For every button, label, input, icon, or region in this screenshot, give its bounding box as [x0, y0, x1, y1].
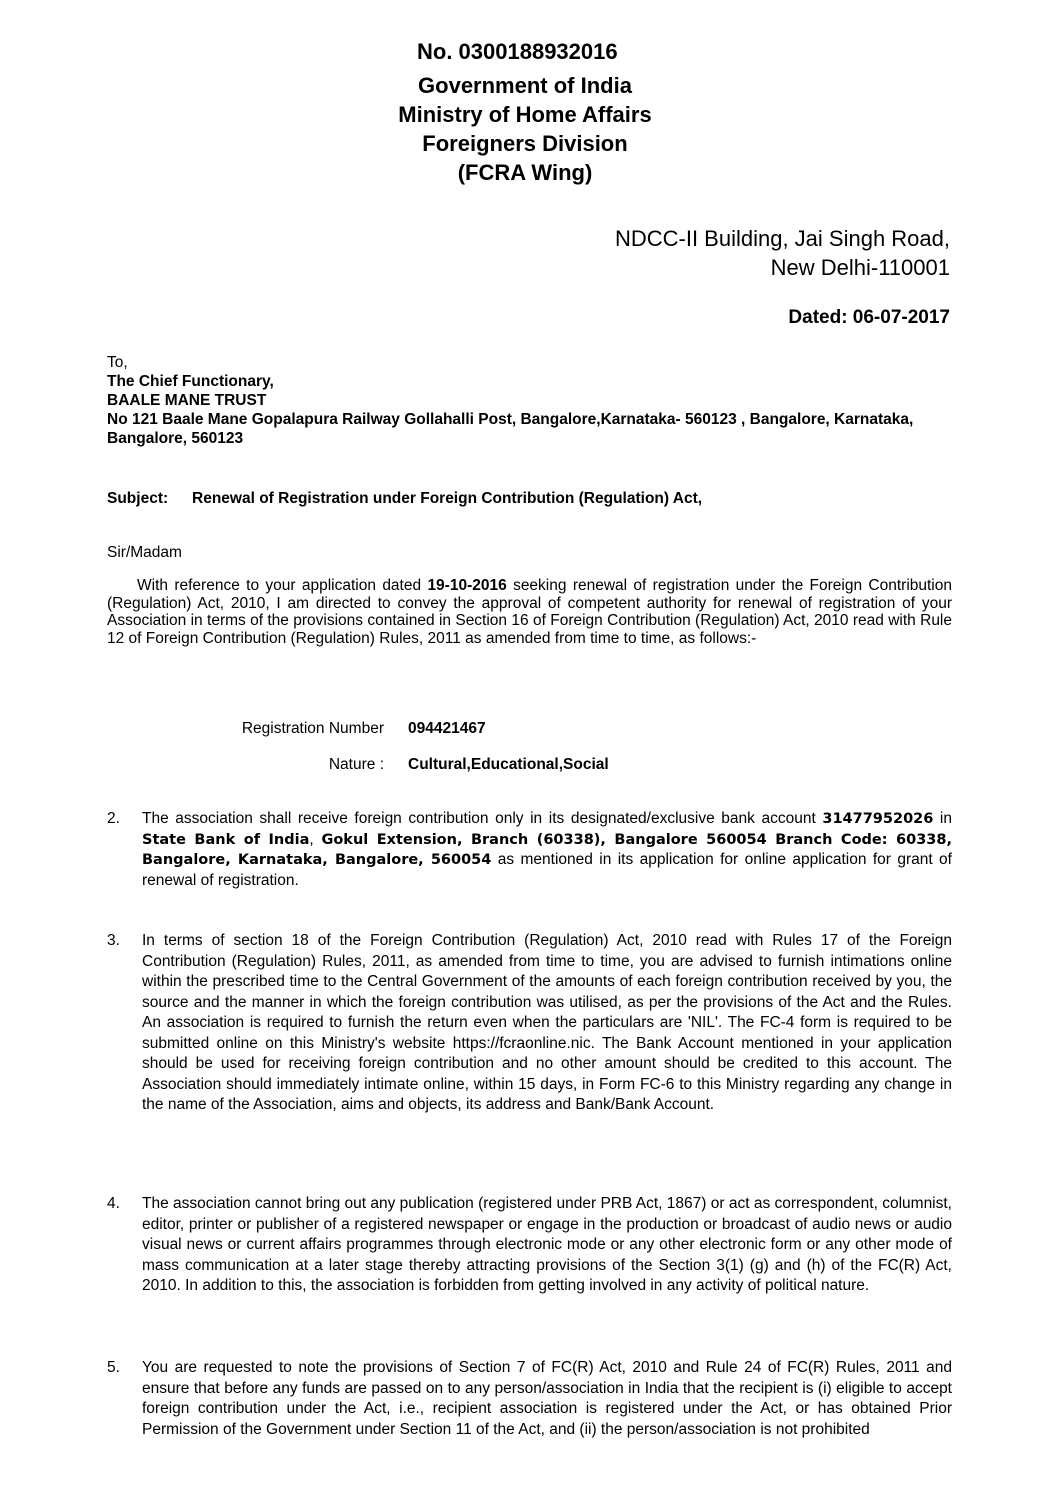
nature-label: Nature :	[328, 756, 384, 773]
paragraph-text: In terms of section 18 of the Foreign Contribution (Regulation) Act, 2010 read with Rules 17 of the Foreign Contribution (Regulation) Rules, 2011, as amended from time to time, you are advised to furnish intimations online within the prescribed time to the Central Government of the amounts of each foreign contribution received by you, the source and the manner in which the foreign contribution was utilised, as per the provisions of the Act and the Rules. An association is required to furnish the return even when the particulars are 'NIL'. The FC-4 form is required to be submitted online on this Ministry's website https://fcraonline.nic. The Bank Account mentioned in your application should be used for receiving foreign contribution and no other amount should be credited to this account. The Association should immediately intimate online, within 15 days, in Form FC-6 to this Ministry regarding any change in the name of the Association, aims and objects, its address and Bank/Bank Account.	[142, 932, 952, 1113]
recipient-title: The Chief Functionary,	[107, 373, 274, 390]
subject-text: Renewal of Registration under Foreign Contribution (Regulation) Act,	[192, 490, 703, 507]
paragraph-number: 3.	[107, 932, 120, 949]
recipient-name: BAALE MANE TRUST	[107, 392, 267, 409]
paragraph-3	[107, 931, 952, 1116]
paragraph-text: The association shall receive foreign contribution only in its designated/exclusive bank account 31477952026 in State Bank of India, Gokul Extension, Branch (60338), Bangalore 560054 Branch Code: 60338, Bangalore, Karnataka, Bangalore, 560054 as mentioned in its application for online application for grant of renewal of registration.	[142, 810, 952, 889]
paragraph-4	[107, 1194, 952, 1297]
paragraph-number: 2.	[107, 810, 120, 827]
registration-number-label: Registration Number	[241, 720, 384, 737]
issuing-authority	[380, 71, 670, 187]
to-label: To,	[107, 354, 128, 371]
application-date: 19-10-2016	[427, 577, 507, 594]
paragraph-2	[107, 809, 952, 891]
office-address	[615, 224, 950, 282]
paragraph-number: 4.	[107, 1195, 120, 1212]
subject-label: Subject:	[107, 490, 169, 507]
bank-name: State Bank of India	[142, 831, 310, 848]
subject-line	[107, 489, 702, 509]
recipient-address: No 121 Baale Mane Gopalapura Railway Gollahalli Post, Bangalore,Karnataka- 560123 , Bangalore, Karnataka, Bangalore, 560123	[107, 411, 914, 447]
address-line: New Delhi-110001	[770, 255, 950, 280]
salutation: Sir/Madam	[107, 544, 182, 561]
recipient-block	[107, 353, 952, 448]
nature-value: Cultural,Educational,Social	[408, 756, 609, 773]
reference-number: No. 0300188932016	[417, 39, 618, 64]
org-line: Government of India	[418, 73, 632, 98]
intro-paragraph: With reference to your application dated 19-10-2016 seeking renewal of registration under the Foreign Contribution (Regulation) Act, 2010, I am directed to convey the approval of competent authority for renewal of registration of your Association in terms of the provisions contained in Section 16 of Foreign Contribution (Regulation) Act, 2010 read with Rule 12 of Foreign Contribution (Regulation) Rules, 2011 as amended from time to time, as follows:-	[107, 577, 952, 648]
registration-number-value: 094421467	[408, 720, 486, 737]
paragraph-5	[107, 1358, 952, 1440]
bank-account-number: 31477952026	[822, 811, 934, 827]
letter-date: Dated: 06-07-2017	[788, 307, 950, 328]
paragraph-text: You are requested to note the provisions of Section 7 of FC(R) Act, 2010 and Rule 24 of FC(R) Rules, 2011 and ensure that before any funds are passed on to any person/association in India that the recipient is (i) eligible to accept foreign contribution under the Act, i.e., recipient association is registered under the Act, or has obtained Prior Permission of the Government under Section 11 of the Act, and (ii) the person/association is not prohibited	[142, 1359, 952, 1438]
org-line: Foreigners Division	[422, 131, 628, 156]
org-line: (FCRA Wing)	[457, 160, 593, 185]
address-line: NDCC-II Building, Jai Singh Road,	[614, 226, 950, 251]
bank-branch: Gokul Extension, Branch (60338), Bangalore 560054 Branch Code: 60338, Bangalore, Karnataka, Bangalore, 560054	[142, 831, 952, 868]
paragraph-number: 5.	[107, 1359, 120, 1376]
org-line: Ministry of Home Affairs	[398, 102, 652, 127]
paragraph-text: The association cannot bring out any publication (registered under PRB Act, 1867) or act as correspondent, columnist, editor, printer or publisher of a registered newspaper or engage in the production or broadcast of audio news or audio visual news or current affairs programmes through electronic mode or any other electronic form or any other mode of mass communication at a later stage thereby attracting provisions of the Section 3(1) (g) and (h) of the FC(R) Act, 2010. In addition to this, the association is forbidden from getting involved in any activity of political nature.	[142, 1195, 952, 1294]
